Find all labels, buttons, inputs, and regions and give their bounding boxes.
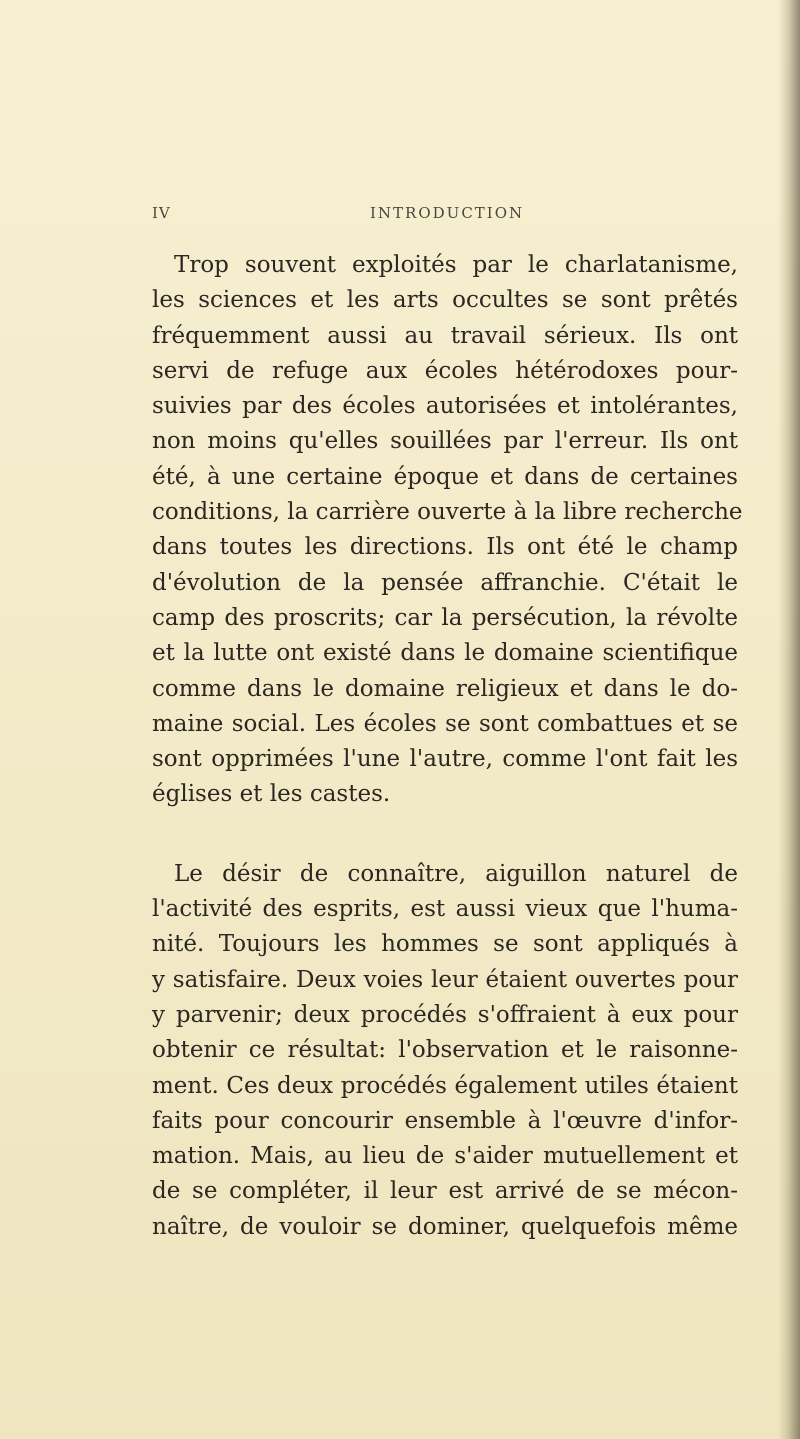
text-line: servi de refuge aux écoles hétérodoxes pour- (152, 357, 738, 384)
text-line: mation. Mais, au lieu de s'aider mutuellement et (152, 1143, 738, 1170)
text-line: Le désir de connaître, aiguillon naturel de (174, 860, 738, 887)
text-line: et la lutte ont existé dans le domaine scientifique (152, 640, 738, 667)
text-line: dans toutes les directions. Ils ont été le champ (152, 534, 738, 561)
text-line: les sciences et les arts occultes se sont prêtés (152, 287, 738, 314)
text-line: sont opprimées l'une l'autre, comme l'ont fait les (152, 746, 738, 773)
running-head (152, 204, 712, 226)
page-number: IV (152, 204, 171, 222)
text-line: ment. Ces deux procédés également utiles étaient (152, 1072, 738, 1099)
text-line: y parvenir; deux procédés s'offraient à eux pour (152, 1001, 738, 1028)
text-line: églises et les castes. (152, 781, 391, 808)
text-line: de se compléter, il leur est arrivé de se mécon- (152, 1178, 738, 1205)
page-edge-shadow (778, 0, 800, 1439)
text-line: obtenir ce résultat: l'observation et le raisonne- (152, 1037, 738, 1064)
text-line: camp des proscrits; car la persécution, la révolte (152, 604, 738, 631)
text-line: suivies par des écoles autorisées et intolérantes, (152, 393, 738, 420)
text-line: comme dans le domaine religieux et dans le do- (152, 675, 738, 702)
text-line: conditions, la carrière ouverte à la libre recherche (152, 499, 743, 526)
paragraph-gap (152, 813, 738, 857)
text-line: d'évolution de la pensée affranchie. C'était le (152, 569, 738, 596)
text-line: faits pour concourir ensemble à l'œuvre d'infor- (152, 1107, 738, 1134)
text-line: Trop souvent exploités par le charlatanisme, (174, 252, 738, 278)
text-line: maine social. Les écoles se sont combattues et se (152, 710, 738, 737)
text-line: non moins qu'elles souillées par l'erreur. Ils ont (152, 428, 738, 455)
text-line: fréquemment aussi au travail sérieux. Ils ont (152, 322, 738, 349)
paragraph (152, 248, 743, 813)
chapter-title: INTRODUCTION (370, 204, 525, 222)
text-line: nité. Toujours les hommes se sont appliqués à (152, 931, 738, 958)
text-line: naître, de vouloir se dominer, quelquefois même (152, 1213, 738, 1240)
text-line: l'activité des esprits, est aussi vieux que l'huma- (152, 896, 738, 923)
body-text (152, 248, 743, 1245)
text-line: été, à une certaine époque et dans de certaines (152, 463, 738, 490)
paragraph (152, 857, 738, 1245)
text-line: y satisfaire. Deux voies leur étaient ouvertes pour (152, 966, 738, 993)
